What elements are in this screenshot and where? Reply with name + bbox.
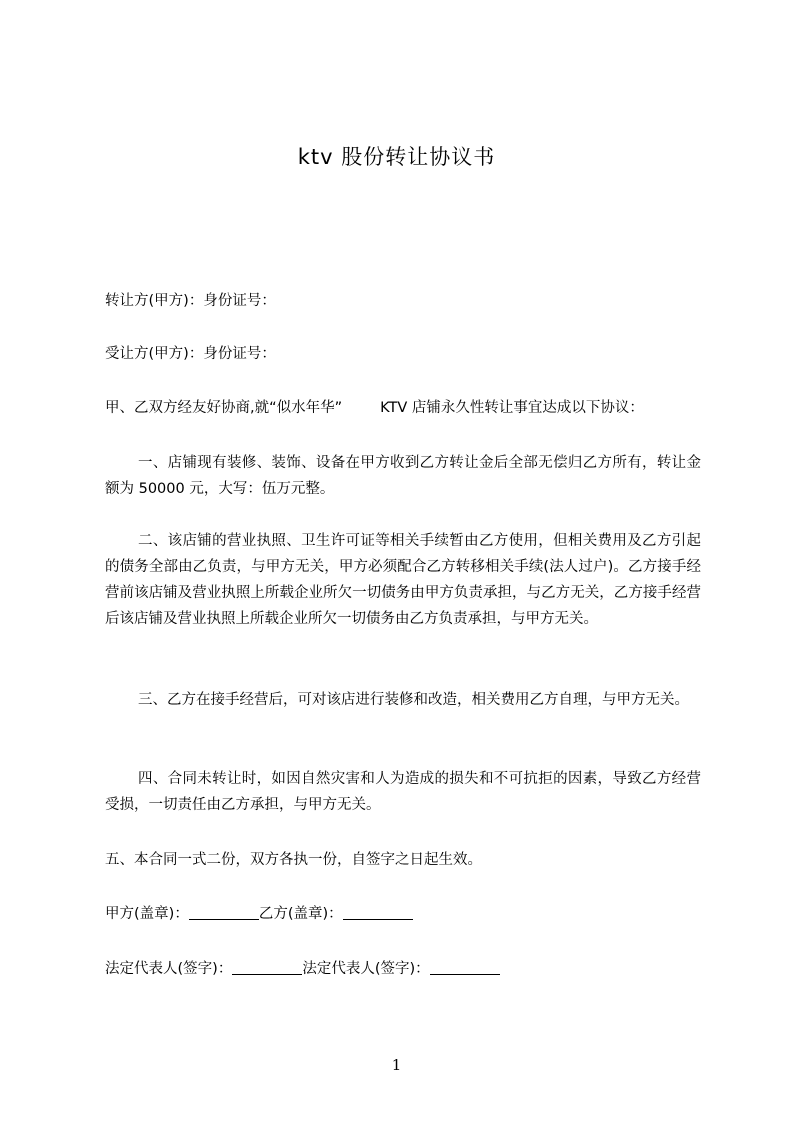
party-b-seal-label: 乙方(盖章)： xyxy=(258,906,343,922)
legal-rep-a-label: 法定代表人(签字)： xyxy=(105,961,233,977)
legal-rep-b-blank[interactable] xyxy=(430,959,500,975)
intro-left: 甲、乙双方经友好协商,就“似水年华” xyxy=(105,400,343,416)
intro-line xyxy=(105,395,701,421)
clause-3: 三、乙方在接手经营后，可对该店进行装修和改造，相关费用乙方自理，与甲方无关。 xyxy=(138,692,689,708)
intro-right: KTV 店铺永久性转让事宜达成以下协议： xyxy=(380,400,644,416)
party-a-seal-blank[interactable] xyxy=(189,904,259,920)
clause-1: 一、店铺现有装修、装饰、设备在甲方收到乙方转让金后全部无偿归乙方所有，转让金额为 50000 元，大写：伍万元整。 xyxy=(105,455,701,497)
legal-rep-line xyxy=(105,956,701,982)
clause-5: 五、本合同一式二份，双方各执一份，自签字之日起生效。 xyxy=(105,852,482,868)
document-title: ktv 股份转让协议书 xyxy=(297,145,496,169)
clause-2: 二、该店铺的营业执照、卫生许可证等相关手续暂由乙方使用，但相关费用及乙方引起的债务全部由乙负责，与甲方无关，甲方必须配合乙方转移相关手续(法人过户)。乙方接手经营前该店铺及营业执照上所载企业所欠一切债务由甲方负责承担，与乙方无关，乙方接手经营后该店铺及营业执照上所载企业所欠一切债务由乙方负责承担，与甲方无关。 xyxy=(105,533,701,627)
legal-rep-b-label: 法定代表人(签字)： xyxy=(302,961,430,977)
seal-line xyxy=(105,901,701,927)
transferor-line: 转让方(甲方)：身份证号： xyxy=(105,293,276,309)
transferee-line: 受让方(甲方)：身份证号： xyxy=(105,346,276,362)
legal-rep-a-blank[interactable] xyxy=(232,959,302,975)
party-b-seal-blank[interactable] xyxy=(343,904,413,920)
clause-4: 四、合同未转让时，如因自然灾害和人为造成的损失和不可抗拒的因素，导致乙方经营受损，一切责任由乙方承担，与甲方无关。 xyxy=(105,771,701,813)
party-a-seal-label: 甲方(盖章)： xyxy=(105,906,189,922)
page-number: 1 xyxy=(391,1056,402,1074)
